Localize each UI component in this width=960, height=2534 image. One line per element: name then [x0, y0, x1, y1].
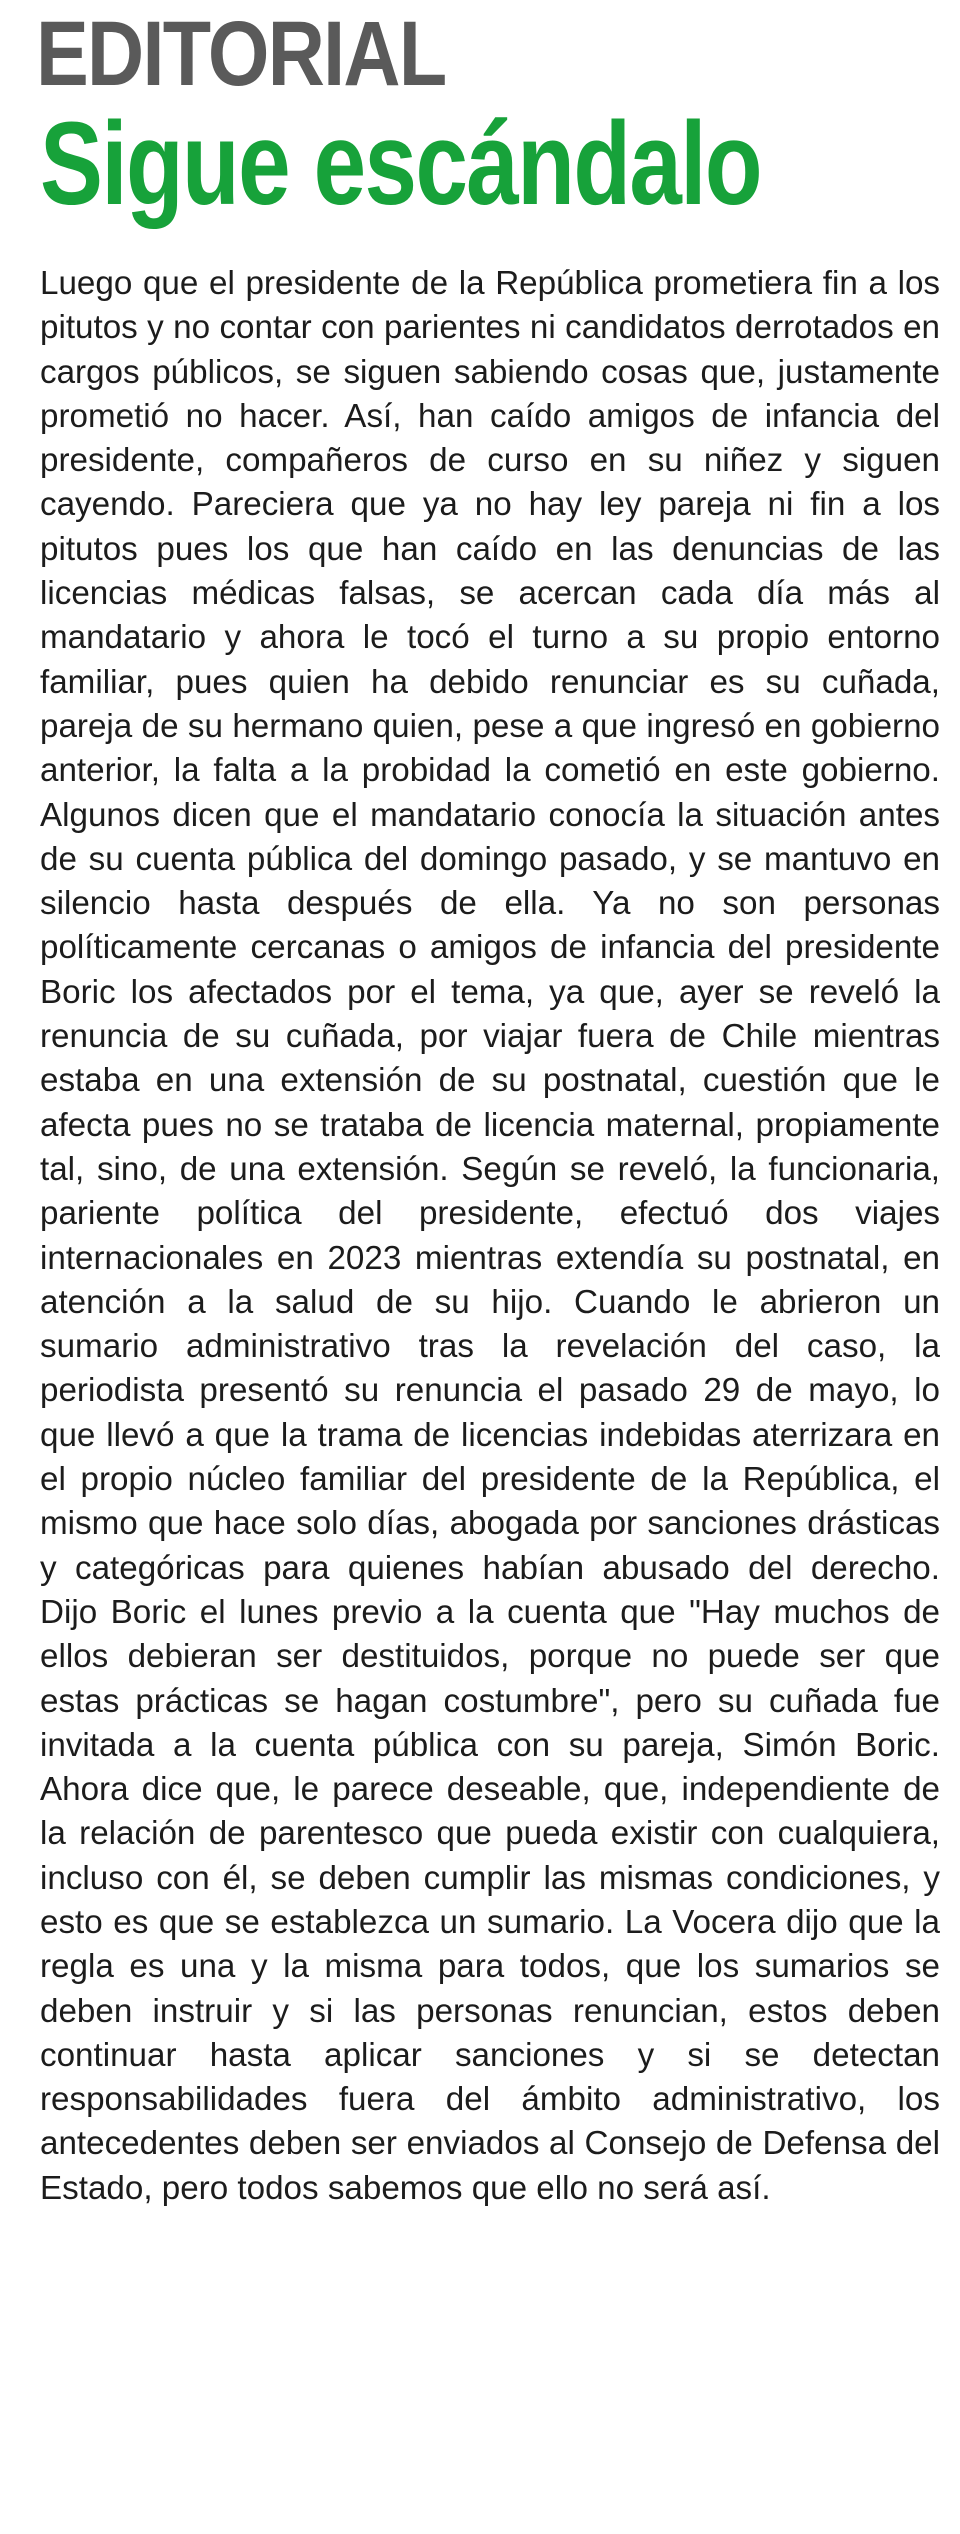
headline: Sigue escándalo: [40, 98, 761, 230]
article-body: Luego que el presidente de la República prometiera fin a los pitutos y no contar con parientes ni candidatos derrotados en cargos públicos, se siguen sabiendo cosas que, justamente prometió no hacer. Así, han caído amigos de infancia del presidente, compañeros de curso en su niñez y siguen cayendo. Pareciera que ya no hay ley pareja ni fin a los pitutos pues los que han caído en las denuncias de las licencias médicas falsas, se acercan cada día más al mandatario y ahora le tocó el turno a su propio entorno familiar, pues quien ha debido renunciar es su cuñada, pareja de su hermano quien, pese a que ingresó en gobierno anterior, la falta a la probidad la cometió en este gobierno. Algunos dicen que el mandatario conocía la situación antes de su cuenta pública del domingo pasado, y se mantuvo en silencio hasta después de ella. Ya no son personas políticamente cercanas o amigos de infancia del presidente Boric los afectados por el tema, ya que, ayer se reveló la renuncia de su cuñada, por viajar fuera de Chile mientras estaba en una extensión de su postnatal, cuestión que le afecta pues no se trataba de licencia maternal, propiamente tal, sino, de una extensión. Según se reveló, la funcionaria, pariente política del presidente, efectuó dos viajes internacionales en 2023 mientras extendía su postnatal, en atención a la salud de su hijo. Cuando le abrieron un sumario administrativo tras la revelación del caso, la periodista presentó su renuncia el pasado 29 de mayo, lo que llevó a que la trama de licencias indebidas aterrizara en el propio núcleo familiar del presidente de la República, el mismo que hace solo días, abogada por sanciones drásticas y categóricas para quienes habían abusado del derecho. Dijo Boric el lunes previo a la cuenta que "Hay muchos de ellos debieran ser destituidos, porque no puede ser que estas prácticas se hagan costumbre", pero su cuñada fue invitada a la cuenta pública con su pareja, Simón Boric. Ahora dice que, le parece deseable, que, independiente de la relación de parentesco que pueda existir con cualquiera, incluso con él, se deben cumplir las mismas condiciones, y esto es que se establezca un sumario. La Vocera dijo que la regla es una y la misma para todos, que los sumarios se deben instruir y si las personas renuncian, estos deben continuar hasta aplicar sanciones y si se detectan responsabilidades fuera del ámbito administrativo, los antecedentes deben ser enviados al Consejo de Defensa del Estado, pero todos sabemos que ello no será así.: [40, 265, 940, 2207]
section-label: EDITORIAL: [36, 3, 446, 105]
